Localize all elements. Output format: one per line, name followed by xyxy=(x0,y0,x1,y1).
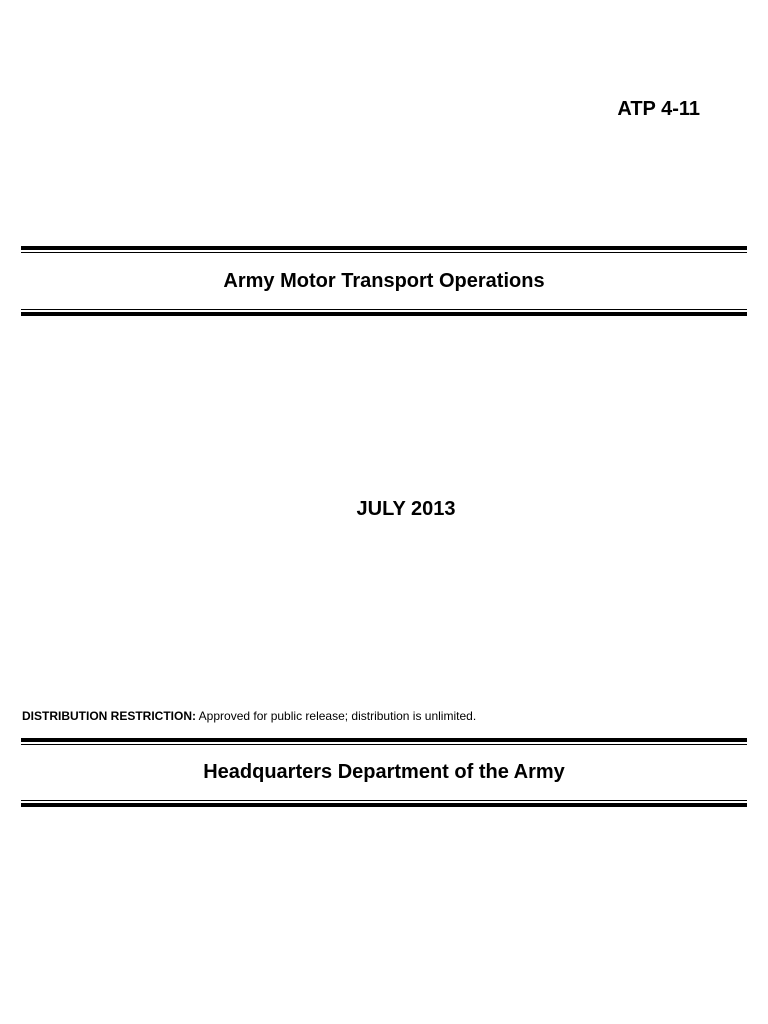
issuer-bottom-rule-thin xyxy=(21,800,747,801)
publication-number: ATP 4-11 xyxy=(617,98,700,120)
issuing-authority: Headquarters Department of the Army xyxy=(203,761,565,783)
distribution-label: DISTRIBUTION RESTRICTION: xyxy=(22,709,196,723)
issuer-top-rule-thin xyxy=(21,744,747,745)
issuer-bottom-rule-thick xyxy=(21,803,747,807)
document-title: Army Motor Transport Operations xyxy=(223,270,545,292)
title-top-rule-thin xyxy=(21,252,747,253)
issuer-top-rule-thick xyxy=(21,738,747,742)
distribution-restriction xyxy=(22,708,476,724)
title-bottom-rule-thin xyxy=(21,309,747,310)
publication-date: JULY 2013 xyxy=(356,498,456,520)
distribution-text: Approved for public release; distribution is unlimited. xyxy=(198,709,477,723)
title-bottom-rule-thick xyxy=(21,312,747,316)
title-top-rule-thick xyxy=(21,246,747,250)
